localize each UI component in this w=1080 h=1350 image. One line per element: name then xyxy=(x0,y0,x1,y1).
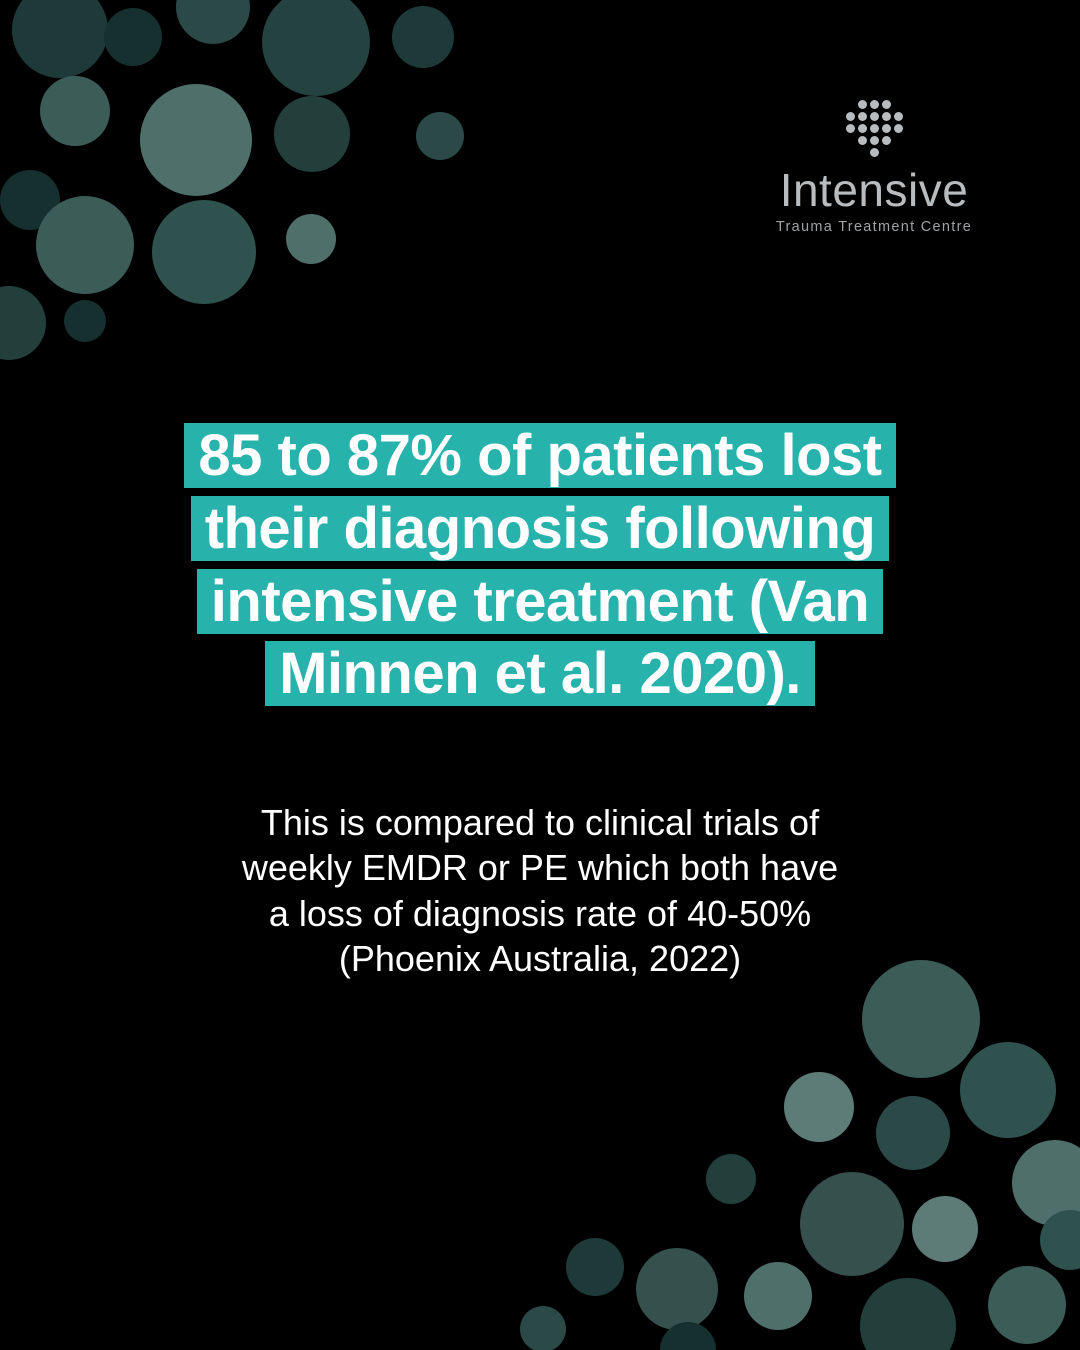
bubble xyxy=(262,0,370,96)
logo-dot xyxy=(870,100,879,109)
logo-dot xyxy=(858,100,867,109)
logo-dot xyxy=(858,112,867,121)
bubble xyxy=(416,112,464,160)
bubble xyxy=(0,286,46,360)
logo-dot xyxy=(894,112,903,121)
bubble xyxy=(286,214,336,264)
bubble xyxy=(988,1266,1066,1344)
headline-highlight: their diagnosis following xyxy=(191,496,890,561)
subcopy-line: This is compared to clinical trials of xyxy=(260,802,820,843)
headline-highlight: 85 to 87% of patients lost xyxy=(184,423,895,488)
logo-dot xyxy=(870,112,879,121)
logo-dot xyxy=(846,112,855,121)
bubble xyxy=(1012,1140,1080,1226)
logo-dot xyxy=(858,124,867,133)
logo-dot xyxy=(882,112,891,121)
brand-name: Intensive xyxy=(779,164,969,216)
subcopy-line: (Phoenix Australia, 2022) xyxy=(338,938,742,980)
headline-highlight: Minnen et al. 2020). xyxy=(265,641,815,706)
brand-logo xyxy=(764,100,984,235)
logo-dot xyxy=(882,148,891,157)
logo-dot xyxy=(846,148,855,157)
logo-dot xyxy=(894,124,903,133)
logo-dot xyxy=(858,136,867,145)
bubble xyxy=(392,6,454,68)
bubble xyxy=(176,0,250,44)
bubble xyxy=(566,1238,624,1296)
logo-dot xyxy=(894,100,903,109)
headline-line xyxy=(0,638,1080,711)
logo-dot xyxy=(894,136,903,145)
bubble xyxy=(876,1096,950,1170)
subcopy xyxy=(0,800,1080,981)
bubble xyxy=(0,170,60,230)
bubble xyxy=(860,1278,956,1350)
headline-line xyxy=(0,420,1080,493)
bubble xyxy=(800,1172,904,1276)
bubble xyxy=(104,8,162,66)
logo-dot xyxy=(870,136,879,145)
bubble xyxy=(744,1262,812,1330)
bubble xyxy=(274,96,350,172)
logo-dot xyxy=(894,148,903,157)
logo-dot xyxy=(870,124,879,133)
bubble xyxy=(152,200,256,304)
headline-line xyxy=(0,566,1080,639)
headline-line xyxy=(0,493,1080,566)
headline xyxy=(0,420,1080,711)
bubble xyxy=(520,1306,566,1350)
logo-dot xyxy=(882,136,891,145)
logo-dot xyxy=(846,100,855,109)
logo-dot xyxy=(882,100,891,109)
bubble xyxy=(1040,1210,1080,1270)
brand-tagline: Trauma Treatment Centre xyxy=(775,219,973,235)
logo-dot xyxy=(858,148,867,157)
bubble xyxy=(36,196,134,294)
logo-dot xyxy=(846,136,855,145)
bubble xyxy=(140,84,252,196)
bubble xyxy=(12,0,108,78)
bubble xyxy=(636,1248,718,1330)
bubble xyxy=(912,1196,978,1262)
subcopy-line: a loss of diagnosis rate of 40-50% xyxy=(268,892,812,934)
logo-dot xyxy=(882,124,891,133)
subcopy-line: weekly EMDR or PE which both have xyxy=(241,847,839,889)
bubble xyxy=(64,300,106,342)
logo-dot xyxy=(870,148,879,157)
headline-highlight: intensive treatment (Van xyxy=(197,569,883,634)
bubble xyxy=(784,1072,854,1142)
bubble xyxy=(40,76,110,146)
bubble xyxy=(706,1154,756,1204)
bubble xyxy=(660,1322,716,1350)
logo-dot xyxy=(846,124,855,133)
dot-cluster-icon xyxy=(846,100,903,157)
bubble xyxy=(960,1042,1056,1138)
